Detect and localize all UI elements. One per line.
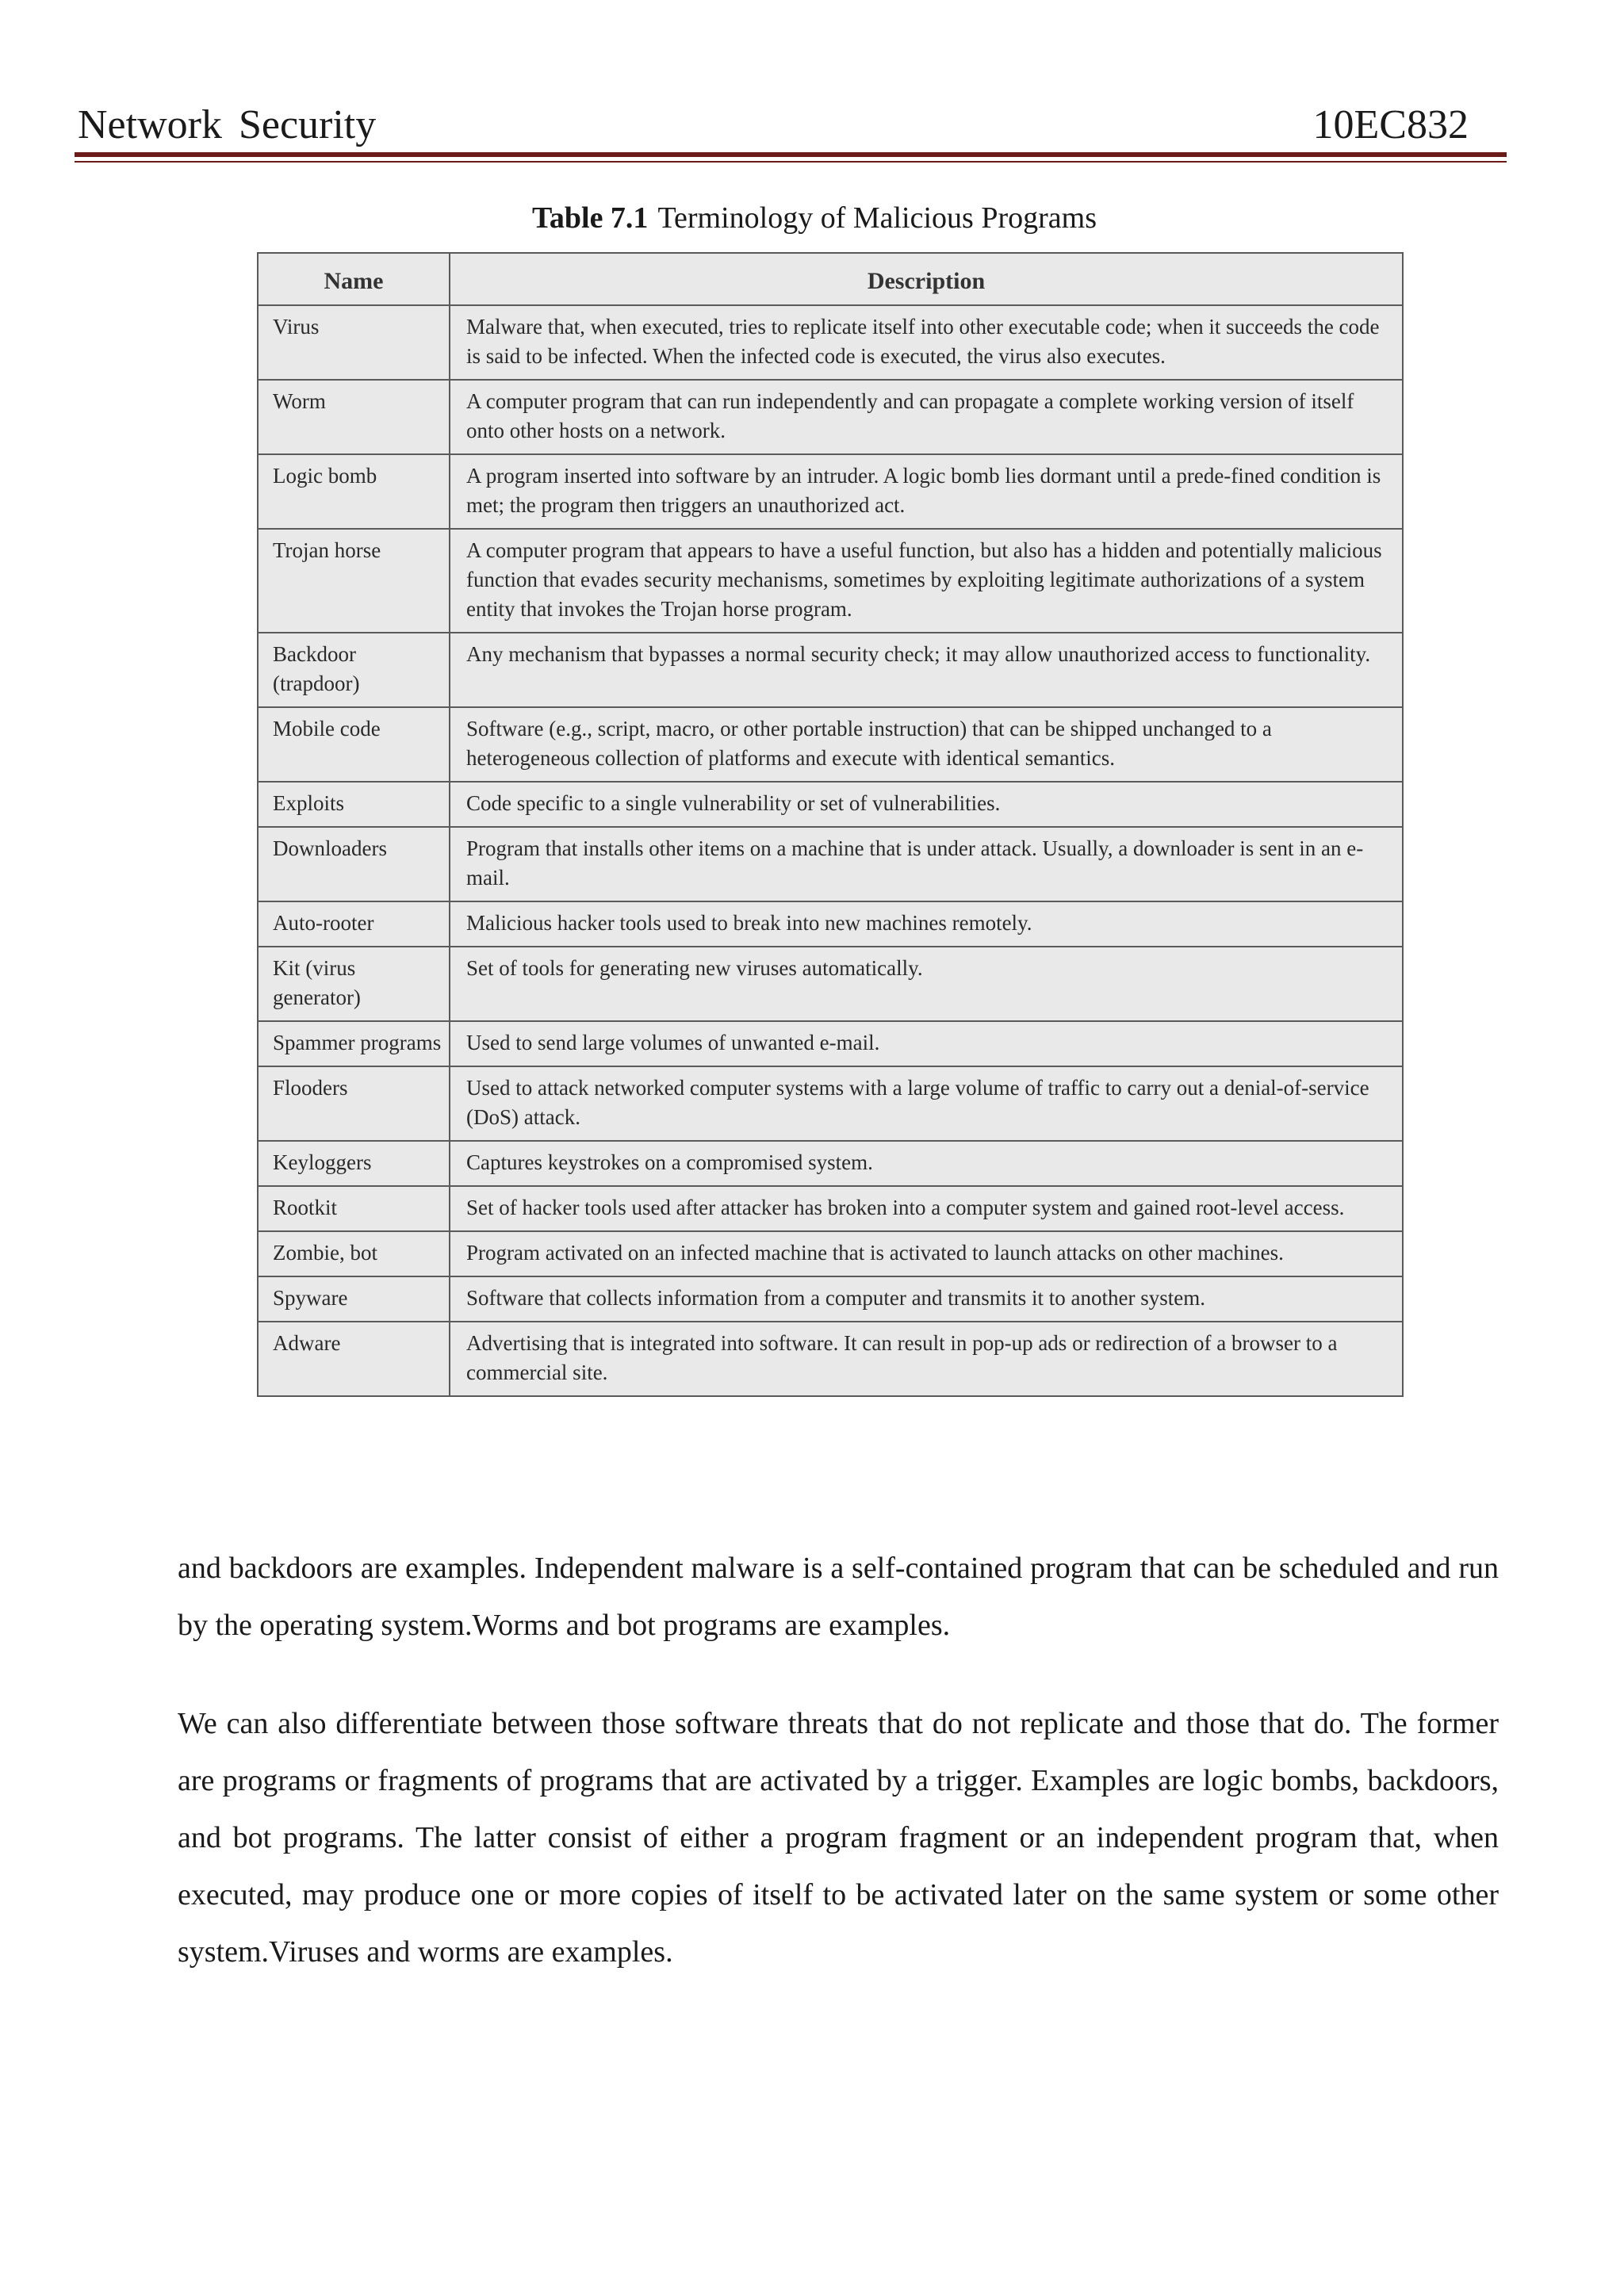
table-row bbox=[258, 454, 1403, 529]
table-row bbox=[258, 380, 1403, 454]
term-name: Logic bomb bbox=[258, 454, 450, 529]
body-paragraph: We can also differentiate between those software threats that do not replicate and those that do. The former are programs or fragments of programs that are activated by a trigger. Examples are logic bombs, backdoors, and bot programs. The latter consist of either a program fragment or an independent program that, when executed, may produce one or more copies of itself to be activated later on the same system or some other system.Viruses and worms are examples. bbox=[178, 1707, 1499, 1969]
term-description: Program that installs other items on a machine that is under attack. Usually, a downloader is sent in an e-mail. bbox=[450, 827, 1403, 901]
term-name: Adware bbox=[258, 1322, 450, 1396]
header-course-code: 10EC832 bbox=[1312, 102, 1469, 147]
term-name: Auto-rooter bbox=[258, 901, 450, 947]
term-name: Virus bbox=[258, 305, 450, 380]
terminology-table bbox=[257, 252, 1404, 1397]
header-rule-thick bbox=[75, 152, 1507, 157]
term-name: Kit (virus generator) bbox=[258, 947, 450, 1021]
table-row bbox=[258, 633, 1403, 707]
table-row bbox=[258, 1231, 1403, 1276]
table-row bbox=[258, 707, 1403, 782]
term-name: Flooders bbox=[258, 1066, 450, 1141]
table-row bbox=[258, 529, 1403, 633]
table-row bbox=[258, 782, 1403, 827]
term-name: Mobile code bbox=[258, 707, 450, 782]
table-row bbox=[258, 901, 1403, 947]
term-name: Backdoor (trapdoor) bbox=[258, 633, 450, 707]
term-name: Worm bbox=[258, 380, 450, 454]
term-description: Set of hacker tools used after attacker has broken into a computer system and gained root-level access. bbox=[450, 1186, 1403, 1231]
term-name: Zombie, bot bbox=[258, 1231, 450, 1276]
header-rule-thin bbox=[75, 161, 1507, 163]
body-paragraph: and backdoors are examples. Independent malware is a self-contained program that can be scheduled and run by the operating system.Worms and bot programs are examples. bbox=[178, 1552, 1499, 1642]
term-description: A computer program that appears to have a useful function, but also has a hidden and potentially malicious function that evades security mechanisms, sometimes by exploiting legitimate authorizations of a system entity that invokes the Trojan horse program. bbox=[450, 529, 1403, 633]
table-header-row bbox=[258, 253, 1403, 305]
table-caption bbox=[0, 198, 1624, 238]
table-row bbox=[258, 305, 1403, 380]
header-title: Network Security bbox=[78, 102, 377, 147]
table-row bbox=[258, 947, 1403, 1021]
table-row bbox=[258, 1066, 1403, 1141]
table-row bbox=[258, 827, 1403, 901]
term-description: A computer program that can run independently and can propagate a complete working version of itself onto other hosts on a network. bbox=[450, 380, 1403, 454]
table-row bbox=[258, 1276, 1403, 1322]
term-name: Downloaders bbox=[258, 827, 450, 901]
term-description: Any mechanism that bypasses a normal security check; it may allow unauthorized access to functionality. bbox=[450, 633, 1403, 707]
term-description: Software that collects information from a computer and transmits it to another system. bbox=[450, 1276, 1403, 1322]
term-name: Spyware bbox=[258, 1276, 450, 1322]
table-row bbox=[258, 1141, 1403, 1186]
column-header-description: Description bbox=[450, 253, 1403, 305]
term-description: Software (e.g., script, macro, or other portable instruction) that can be shipped unchanged to a heterogeneous collection of platforms and execute with identical semantics. bbox=[450, 707, 1403, 782]
column-header-name: Name bbox=[258, 253, 450, 305]
term-description: Malicious hacker tools used to break into new machines remotely. bbox=[450, 901, 1403, 947]
term-name: Exploits bbox=[258, 782, 450, 827]
term-description: Used to attack networked computer systems with a large volume of traffic to carry out a denial-of-service (DoS) attack. bbox=[450, 1066, 1403, 1141]
table-row bbox=[258, 1186, 1403, 1231]
table-caption-text: Terminology of Malicious Programs bbox=[657, 201, 1097, 235]
term-name: Rootkit bbox=[258, 1186, 450, 1231]
table-caption-label: Table 7.1 bbox=[532, 201, 649, 235]
term-description: Used to send large volumes of unwanted e-mail. bbox=[450, 1021, 1403, 1066]
term-name: Keyloggers bbox=[258, 1141, 450, 1186]
term-description: Set of tools for generating new viruses automatically. bbox=[450, 947, 1403, 1021]
term-name: Spammer programs bbox=[258, 1021, 450, 1066]
term-description: Malware that, when executed, tries to replicate itself into other executable code; when it succeeds the code is said to be infected. When the infected code is executed, the virus also executes. bbox=[450, 305, 1403, 380]
term-description: Advertising that is integrated into software. It can result in pop-up ads or redirection of a browser to a commercial site. bbox=[450, 1322, 1403, 1396]
term-name: Trojan horse bbox=[258, 529, 450, 633]
table-row bbox=[258, 1021, 1403, 1066]
table-row bbox=[258, 1322, 1403, 1396]
term-description: Program activated on an infected machine that is activated to launch attacks on other machines. bbox=[450, 1231, 1403, 1276]
page-header bbox=[78, 101, 1500, 149]
term-description: Captures keystrokes on a compromised system. bbox=[450, 1141, 1403, 1186]
term-description: A program inserted into software by an intruder. A logic bomb lies dormant until a prede-fined condition is met; the program then triggers an unauthorized act. bbox=[450, 454, 1403, 529]
term-description: Code specific to a single vulnerability or set of vulnerabilities. bbox=[450, 782, 1403, 827]
